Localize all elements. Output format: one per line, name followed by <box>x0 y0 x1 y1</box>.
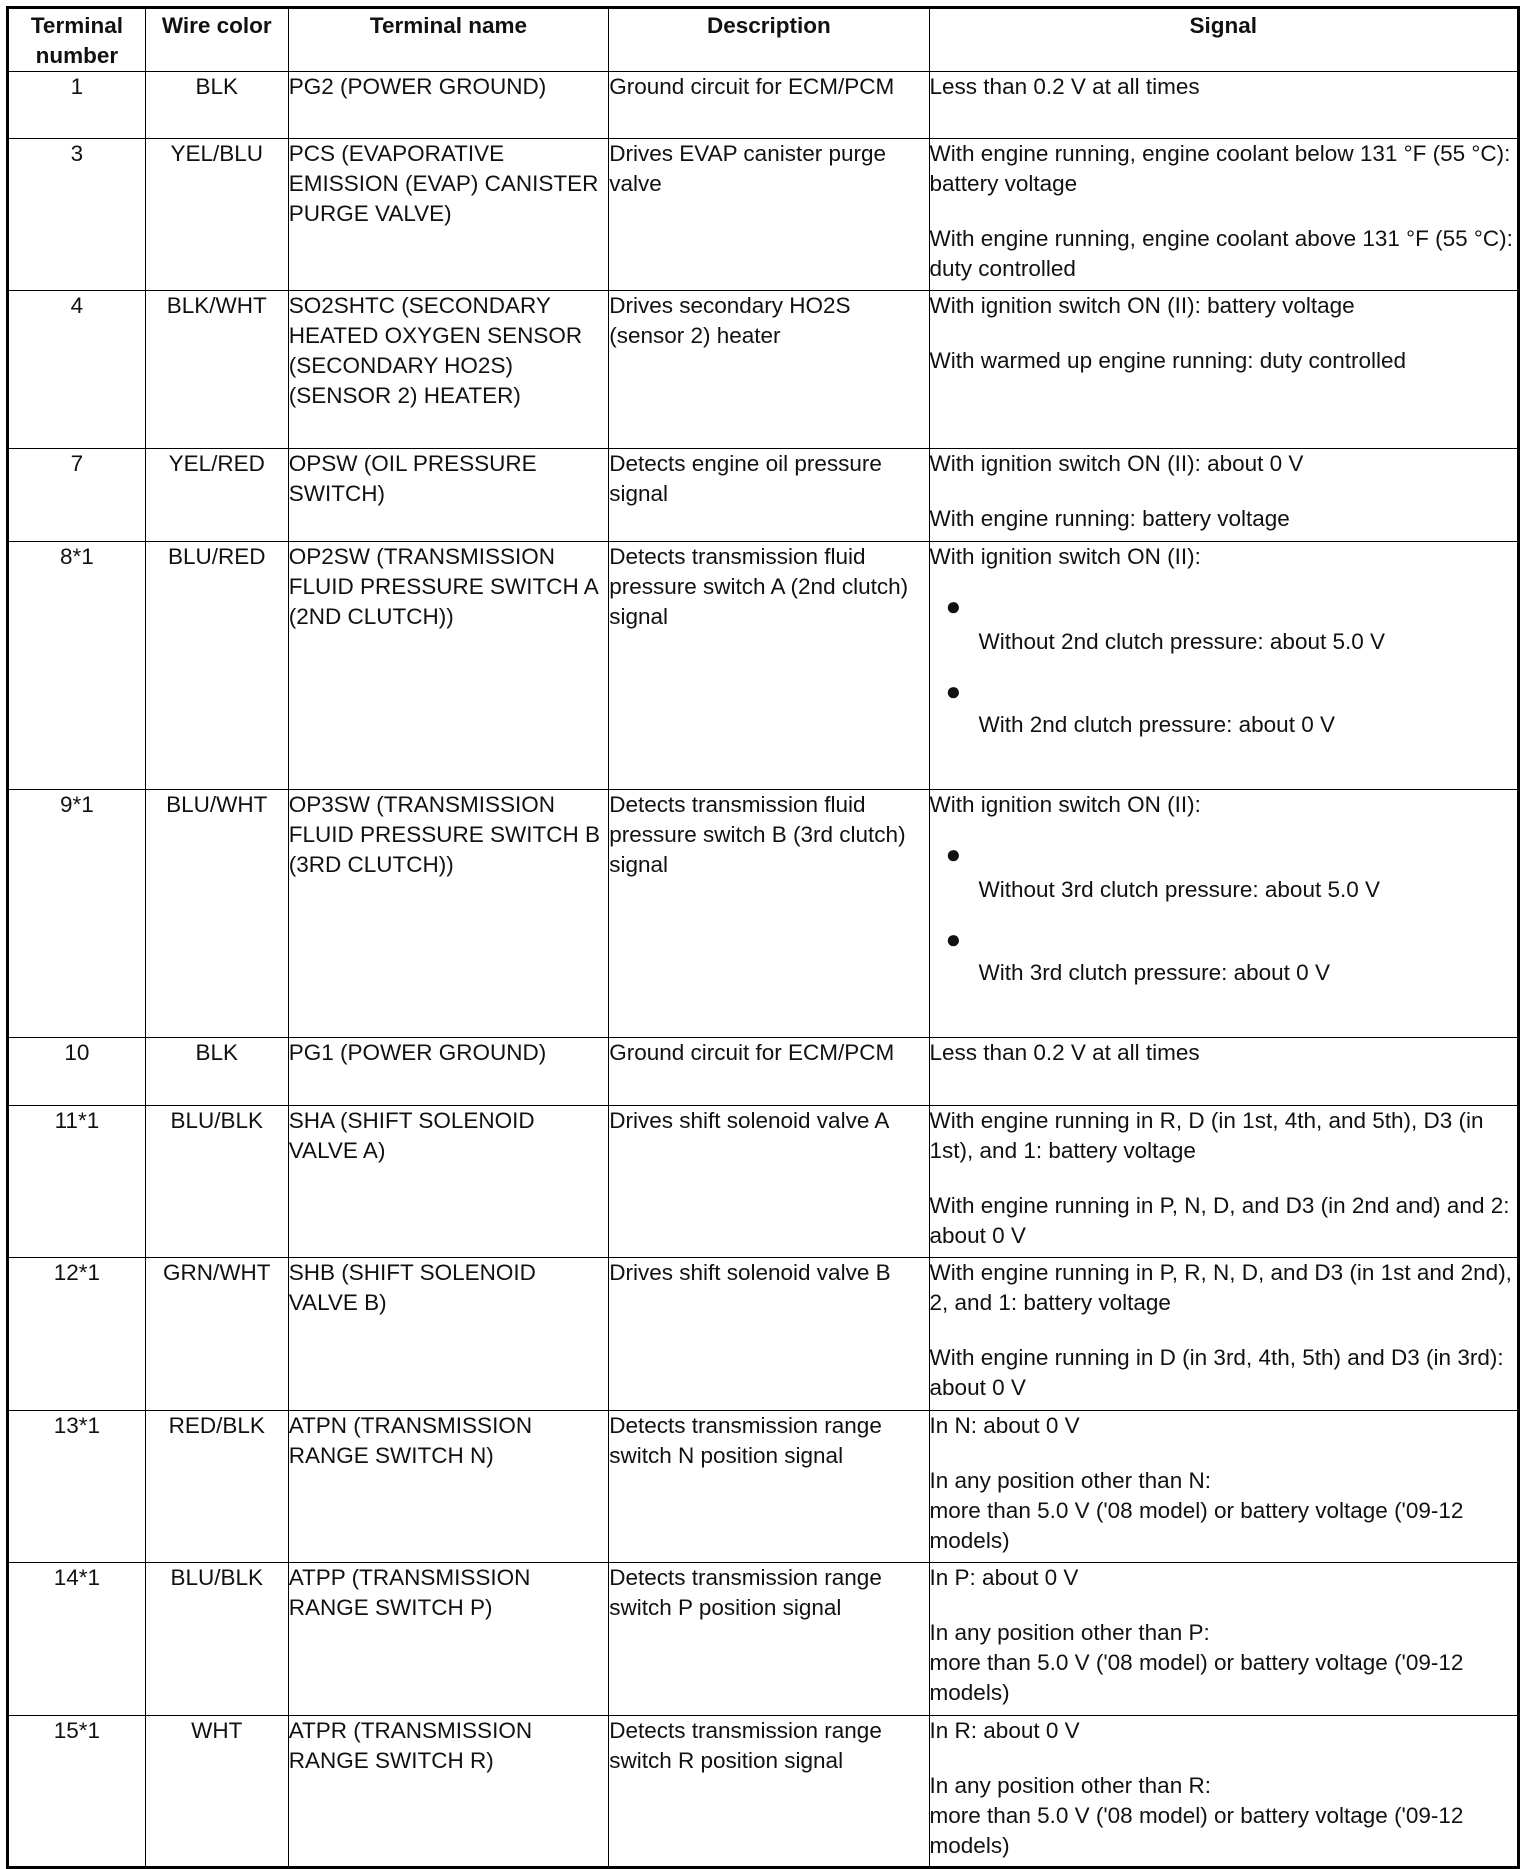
signal-line: In R: about 0 V <box>929 1718 1080 1743</box>
terminal-number: 8*1 <box>8 542 146 790</box>
signal-line: In any position other than N: <box>929 1468 1211 1493</box>
terminal-number: 3 <box>8 139 146 291</box>
table-row <box>8 1563 1519 1716</box>
table-row <box>8 449 1519 542</box>
terminal-number: 10 <box>8 1038 146 1106</box>
signal-line: more than 5.0 V ('08 model) or battery voltage ('09-12 models) <box>929 1650 1464 1705</box>
description: Detects engine oil pressure signal <box>609 449 929 542</box>
signal-line: With ignition switch ON (II): battery voltage <box>929 293 1355 318</box>
signal-line: In any position other than R: <box>929 1773 1211 1798</box>
terminal-name: SHA (SHIFT SOLENOID VALVE A) <box>288 1106 609 1258</box>
terminal-number: 13*1 <box>8 1411 146 1563</box>
wire-color: BLK/WHT <box>145 291 288 449</box>
terminal-name: PCS (EVAPORATIVE EMISSION (EVAP) CANISTER PURGE VALVE) <box>288 139 609 291</box>
table-row <box>8 1038 1519 1106</box>
table-row <box>8 1411 1519 1563</box>
bullet-text: With 3rd clutch pressure: about 0 V <box>978 960 1330 985</box>
header-row <box>8 8 1519 72</box>
bullet-text: Without 3rd clutch pressure: about 5.0 V <box>978 877 1380 902</box>
bullet-icon: ● <box>945 839 962 869</box>
wire-color: YEL/RED <box>145 449 288 542</box>
description: Drives shift solenoid valve B <box>609 1258 929 1411</box>
wire-color: BLU/WHT <box>145 790 288 1038</box>
wire-color: BLU/BLK <box>145 1563 288 1716</box>
wire-color: BLK <box>145 72 288 139</box>
description: Ground circuit for ECM/PCM <box>609 72 929 139</box>
bullet-icon: ● <box>945 591 962 621</box>
signal-line: In any position other than P: <box>929 1620 1210 1645</box>
signal <box>929 1563 1518 1716</box>
table-row <box>8 790 1519 1038</box>
header-terminal-number: Terminal number <box>8 8 146 72</box>
description: Drives shift solenoid valve A <box>609 1106 929 1258</box>
bullet-text: With 2nd clutch pressure: about 0 V <box>978 712 1335 737</box>
bullet-icon: ● <box>945 924 962 954</box>
description: Drives EVAP canister purge valve <box>609 139 929 291</box>
table-row <box>8 1258 1519 1411</box>
signal <box>929 72 1518 139</box>
header-description: Description <box>609 8 929 72</box>
header-terminal-name: Terminal name <box>288 8 609 72</box>
signal-line: With engine running in D (in 3rd, 4th, 5th) and D3 (in 3rd): about 0 V <box>929 1345 1504 1400</box>
signal-line: With ignition switch ON (II): about 0 V <box>929 451 1304 476</box>
signal <box>929 542 1518 790</box>
description: Detects transmission range switch R position signal <box>609 1716 929 1868</box>
terminal-name: OP2SW (TRANSMISSION FLUID PRESSURE SWITCH A (2ND CLUTCH)) <box>288 542 609 790</box>
signal-line: Less than 0.2 V at all times <box>929 74 1200 99</box>
header-wire-color: Wire color <box>145 8 288 72</box>
signal-line: With engine running in R, D (in 1st, 4th, and 5th), D3 (in 1st), and 1: battery voltage <box>929 1108 1484 1163</box>
terminal-name: SHB (SHIFT SOLENOID VALVE B) <box>288 1258 609 1411</box>
signal <box>929 1716 1518 1868</box>
signal <box>929 1258 1518 1411</box>
terminal-name: PG2 (POWER GROUND) <box>288 72 609 139</box>
signal <box>929 291 1518 449</box>
signal-line: With engine running, engine coolant below 131 °F (55 °C): battery voltage <box>929 141 1511 196</box>
signal-line: Less than 0.2 V at all times <box>929 1040 1200 1065</box>
description: Ground circuit for ECM/PCM <box>609 1038 929 1106</box>
signal-line: more than 5.0 V ('08 model) or battery voltage ('09-12 models) <box>929 1803 1464 1858</box>
signal-line: In P: about 0 V <box>929 1565 1079 1590</box>
signal <box>929 1411 1518 1563</box>
terminal-name: ATPR (TRANSMISSION RANGE SWITCH R) <box>288 1716 609 1868</box>
signal <box>929 1106 1518 1258</box>
signal-line: In N: about 0 V <box>929 1413 1080 1438</box>
table-row <box>8 1106 1519 1258</box>
wire-color: BLU/BLK <box>145 1106 288 1258</box>
terminal-name: SO2SHTC (SECONDARY HEATED OXYGEN SENSOR (SECONDARY HO2S) (SENSOR 2) HEATER) <box>288 291 609 449</box>
signal-intro: With ignition switch ON (II): <box>929 792 1201 817</box>
terminal-number: 1 <box>8 72 146 139</box>
terminal-number: 15*1 <box>8 1716 146 1868</box>
description: Drives secondary HO2S (sensor 2) heater <box>609 291 929 449</box>
signal <box>929 449 1518 542</box>
terminal-name: OPSW (OIL PRESSURE SWITCH) <box>288 449 609 542</box>
terminal-number: 12*1 <box>8 1258 146 1411</box>
description: Detects transmission fluid pressure switch B (3rd clutch) signal <box>609 790 929 1038</box>
bullet-text: Without 2nd clutch pressure: about 5.0 V <box>978 629 1386 654</box>
table-row <box>8 72 1519 139</box>
wire-color: RED/BLK <box>145 1411 288 1563</box>
description: Detects transmission fluid pressure switch A (2nd clutch) signal <box>609 542 929 790</box>
terminal-table <box>6 6 1520 1869</box>
wire-color: GRN/WHT <box>145 1258 288 1411</box>
signal <box>929 1038 1518 1106</box>
terminal-number: 14*1 <box>8 1563 146 1716</box>
wire-color: YEL/BLU <box>145 139 288 291</box>
terminal-name: OP3SW (TRANSMISSION FLUID PRESSURE SWITCH B (3RD CLUTCH)) <box>288 790 609 1038</box>
table-row <box>8 1716 1519 1868</box>
terminal-number: 7 <box>8 449 146 542</box>
terminal-name: ATPP (TRANSMISSION RANGE SWITCH P) <box>288 1563 609 1716</box>
table-row <box>8 542 1519 790</box>
signal <box>929 139 1518 291</box>
terminal-number: 11*1 <box>8 1106 146 1258</box>
signal-line: more than 5.0 V ('08 model) or battery voltage ('09-12 models) <box>929 1498 1464 1553</box>
wire-color: BLU/RED <box>145 542 288 790</box>
wire-color: WHT <box>145 1716 288 1868</box>
terminal-number: 4 <box>8 291 146 449</box>
signal-line: With engine running: battery voltage <box>929 506 1290 531</box>
description: Detects transmission range switch N position signal <box>609 1411 929 1563</box>
terminal-name: PG1 (POWER GROUND) <box>288 1038 609 1106</box>
wire-color: BLK <box>145 1038 288 1106</box>
signal-line: With engine running in P, R, N, D, and D3 (in 1st and 2nd), 2, and 1: battery voltage <box>929 1260 1512 1315</box>
signal-line: With warmed up engine running: duty controlled <box>929 348 1407 373</box>
signal <box>929 790 1518 1038</box>
table-row <box>8 139 1519 291</box>
header-signal: Signal <box>929 8 1518 72</box>
terminal-name: ATPN (TRANSMISSION RANGE SWITCH N) <box>288 1411 609 1563</box>
terminal-number: 9*1 <box>8 790 146 1038</box>
table-row <box>8 291 1519 449</box>
signal-intro: With ignition switch ON (II): <box>929 544 1201 569</box>
signal-line: With engine running, engine coolant above 131 °F (55 °C): duty controlled <box>929 226 1513 281</box>
signal-line: With engine running in P, N, D, and D3 (in 2nd and) and 2: about 0 V <box>929 1193 1510 1248</box>
bullet-icon: ● <box>945 676 962 706</box>
description: Detects transmission range switch P position signal <box>609 1563 929 1716</box>
